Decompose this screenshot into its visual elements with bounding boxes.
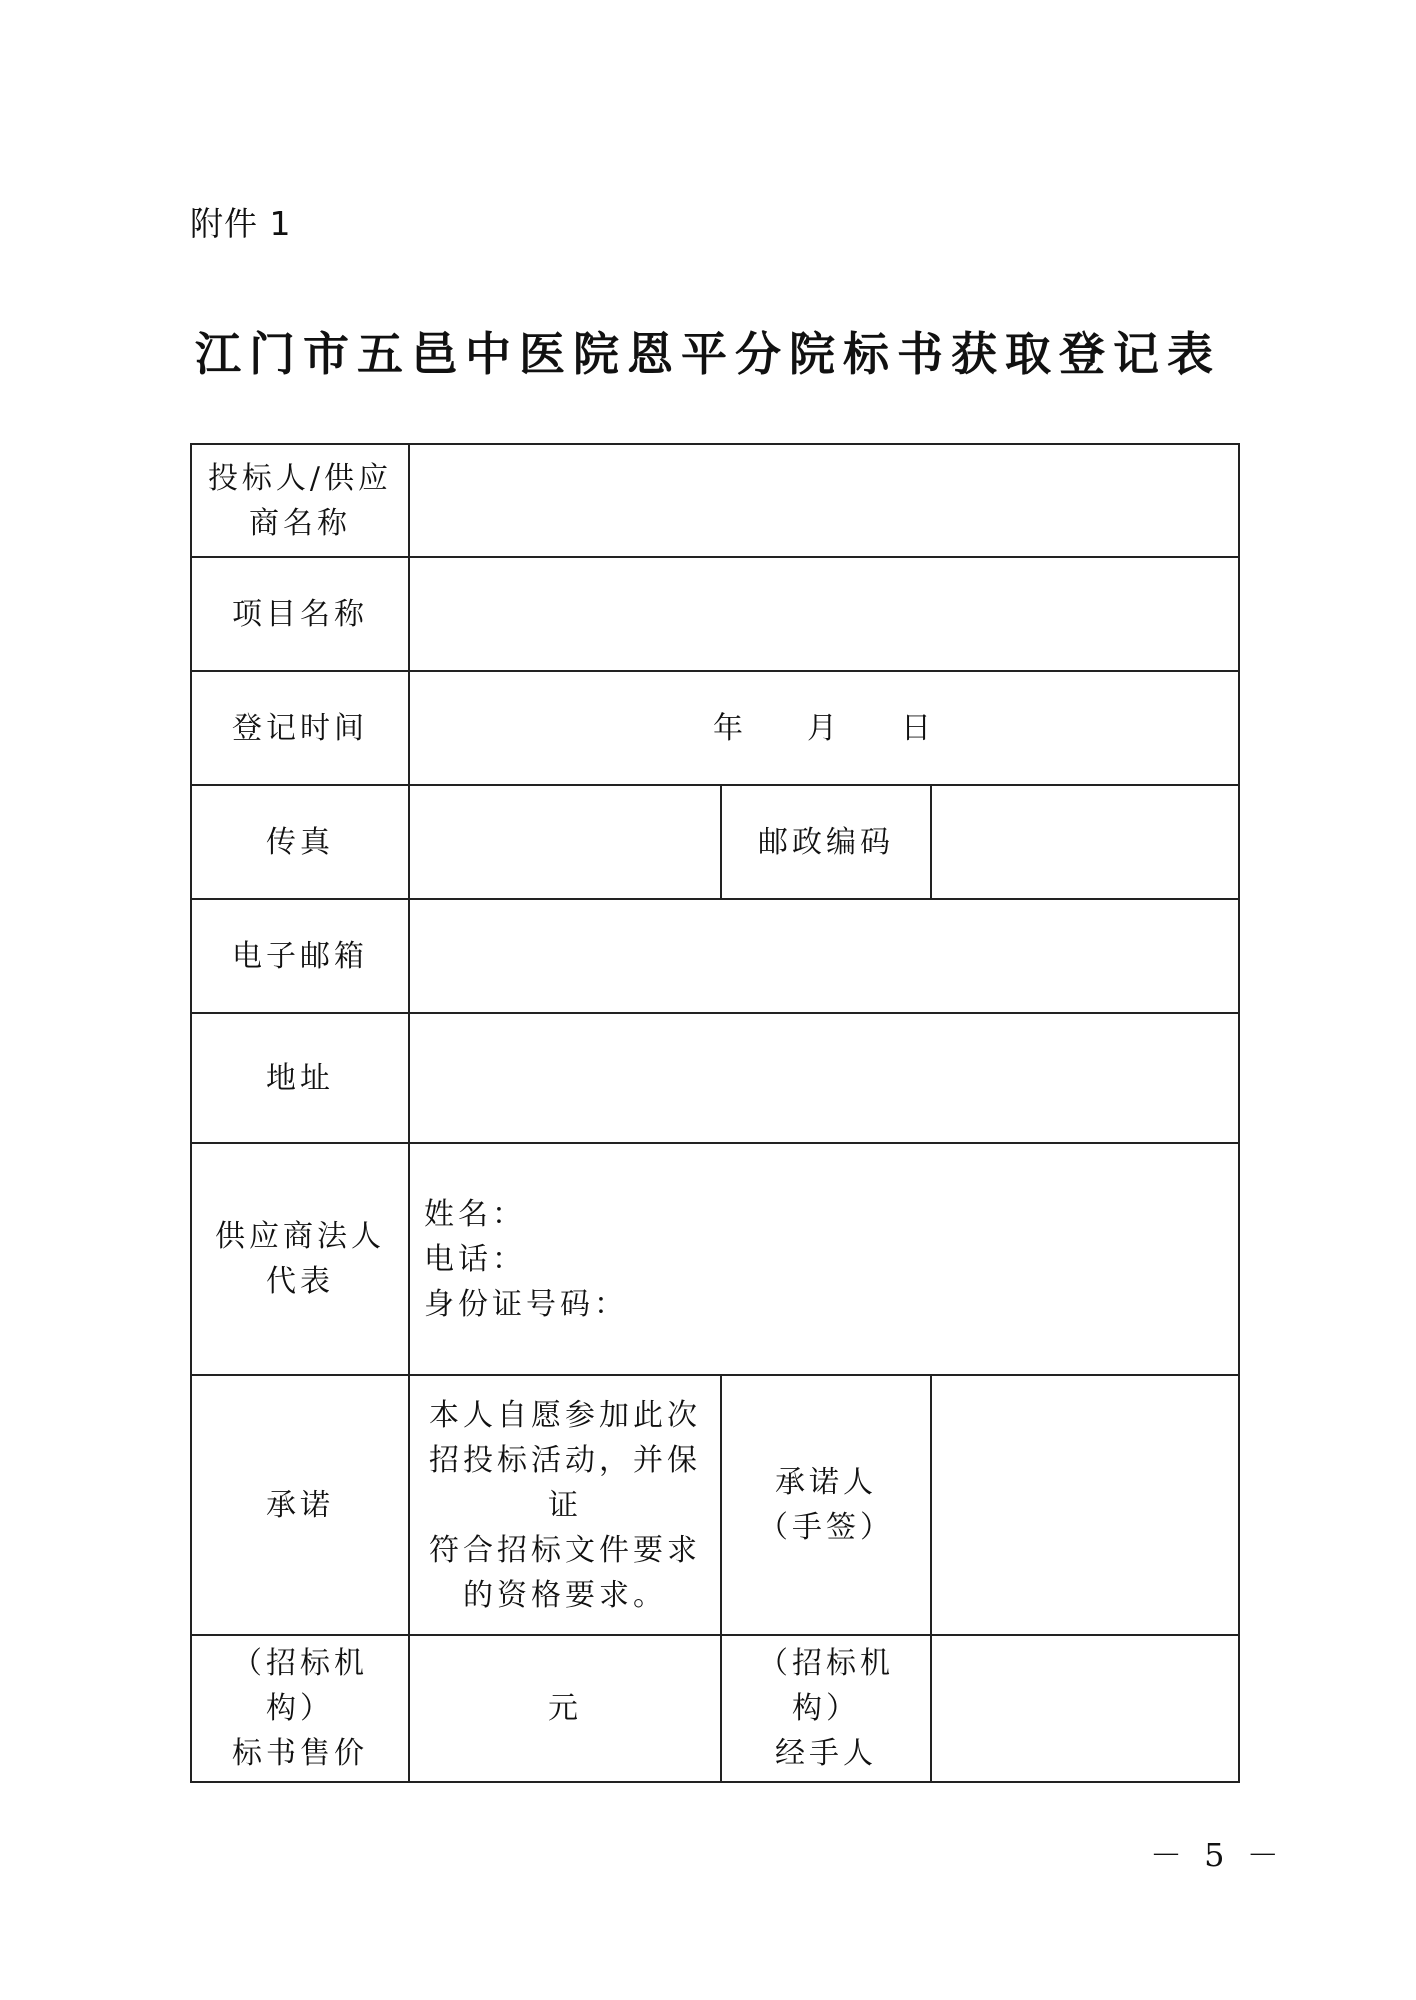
row-commitment [191, 1375, 1239, 1635]
commitment-text-line3: 符合招标文件要求 [429, 1532, 701, 1568]
email-label: 电子邮箱 [191, 899, 409, 1013]
price-unit: 元 [548, 1691, 582, 1726]
project-name-label: 项目名称 [191, 557, 409, 671]
handler-label-line1: （招标机构） [758, 1646, 894, 1726]
handler-field[interactable] [931, 1635, 1239, 1782]
rep-phone-label: 电话： [424, 1241, 526, 1277]
row-fax-postcode [191, 785, 1239, 899]
bidder-name-label-line1: 投标人/供应 [207, 460, 393, 496]
fax-field[interactable] [409, 785, 721, 899]
rep-id-label: 身份证号码： [424, 1286, 628, 1322]
legal-rep-label-line2: 代表 [266, 1264, 334, 1299]
handler-label [721, 1635, 931, 1782]
form-title: 江门市五邑中医院恩平分院标书获取登记表 [195, 327, 1221, 381]
commitment-text-line2: 招投标活动，并保证 [429, 1442, 701, 1523]
row-project-name [191, 557, 1239, 671]
row-price-handler [191, 1635, 1239, 1782]
date-month: 月 [807, 710, 841, 746]
promisor-signature-field[interactable] [931, 1375, 1239, 1635]
postcode-label: 邮政编码 [721, 785, 931, 899]
register-time-label: 登记时间 [191, 671, 409, 785]
row-legal-representative [191, 1143, 1239, 1375]
promisor-label [721, 1375, 931, 1635]
postcode-field[interactable] [931, 785, 1239, 899]
commitment-text-line1: 本人自愿参加此次 [429, 1397, 701, 1433]
bidder-name-label [191, 444, 409, 557]
promisor-label-line2: （手签） [758, 1510, 894, 1545]
price-label-line1: （招标机构） [232, 1646, 368, 1726]
bidder-name-field[interactable] [409, 444, 1239, 557]
email-field[interactable] [409, 899, 1239, 1013]
handler-label-line2: 经手人 [775, 1736, 877, 1771]
promisor-label-line1: 承诺人 [775, 1465, 877, 1500]
price-label [191, 1635, 409, 1782]
page-number: － 5 － [1150, 1836, 1285, 1874]
fax-label: 传真 [191, 785, 409, 899]
registration-form-table [190, 443, 1240, 1783]
date-day: 日 [901, 710, 935, 746]
rep-name-label: 姓名： [424, 1196, 526, 1232]
row-address [191, 1013, 1239, 1143]
address-field[interactable] [409, 1013, 1239, 1143]
row-register-time [191, 671, 1239, 785]
commitment-text [409, 1375, 721, 1635]
row-email [191, 899, 1239, 1013]
legal-rep-label [191, 1143, 409, 1375]
legal-rep-field[interactable] [409, 1143, 1239, 1375]
row-bidder-name [191, 444, 1239, 557]
bidder-name-label-line2: 商名称 [249, 505, 351, 541]
price-label-line2: 标书售价 [232, 1736, 368, 1771]
legal-rep-label-line1: 供应商法人 [215, 1219, 385, 1254]
price-field[interactable] [409, 1635, 721, 1782]
commitment-label: 承诺 [191, 1375, 409, 1635]
date-year: 年 [713, 710, 747, 746]
address-label: 地址 [191, 1013, 409, 1143]
attachment-label: 附件 1 [190, 204, 292, 243]
commitment-text-line4: 的资格要求。 [463, 1577, 667, 1613]
register-time-field[interactable] [409, 671, 1239, 785]
project-name-field[interactable] [409, 557, 1239, 671]
